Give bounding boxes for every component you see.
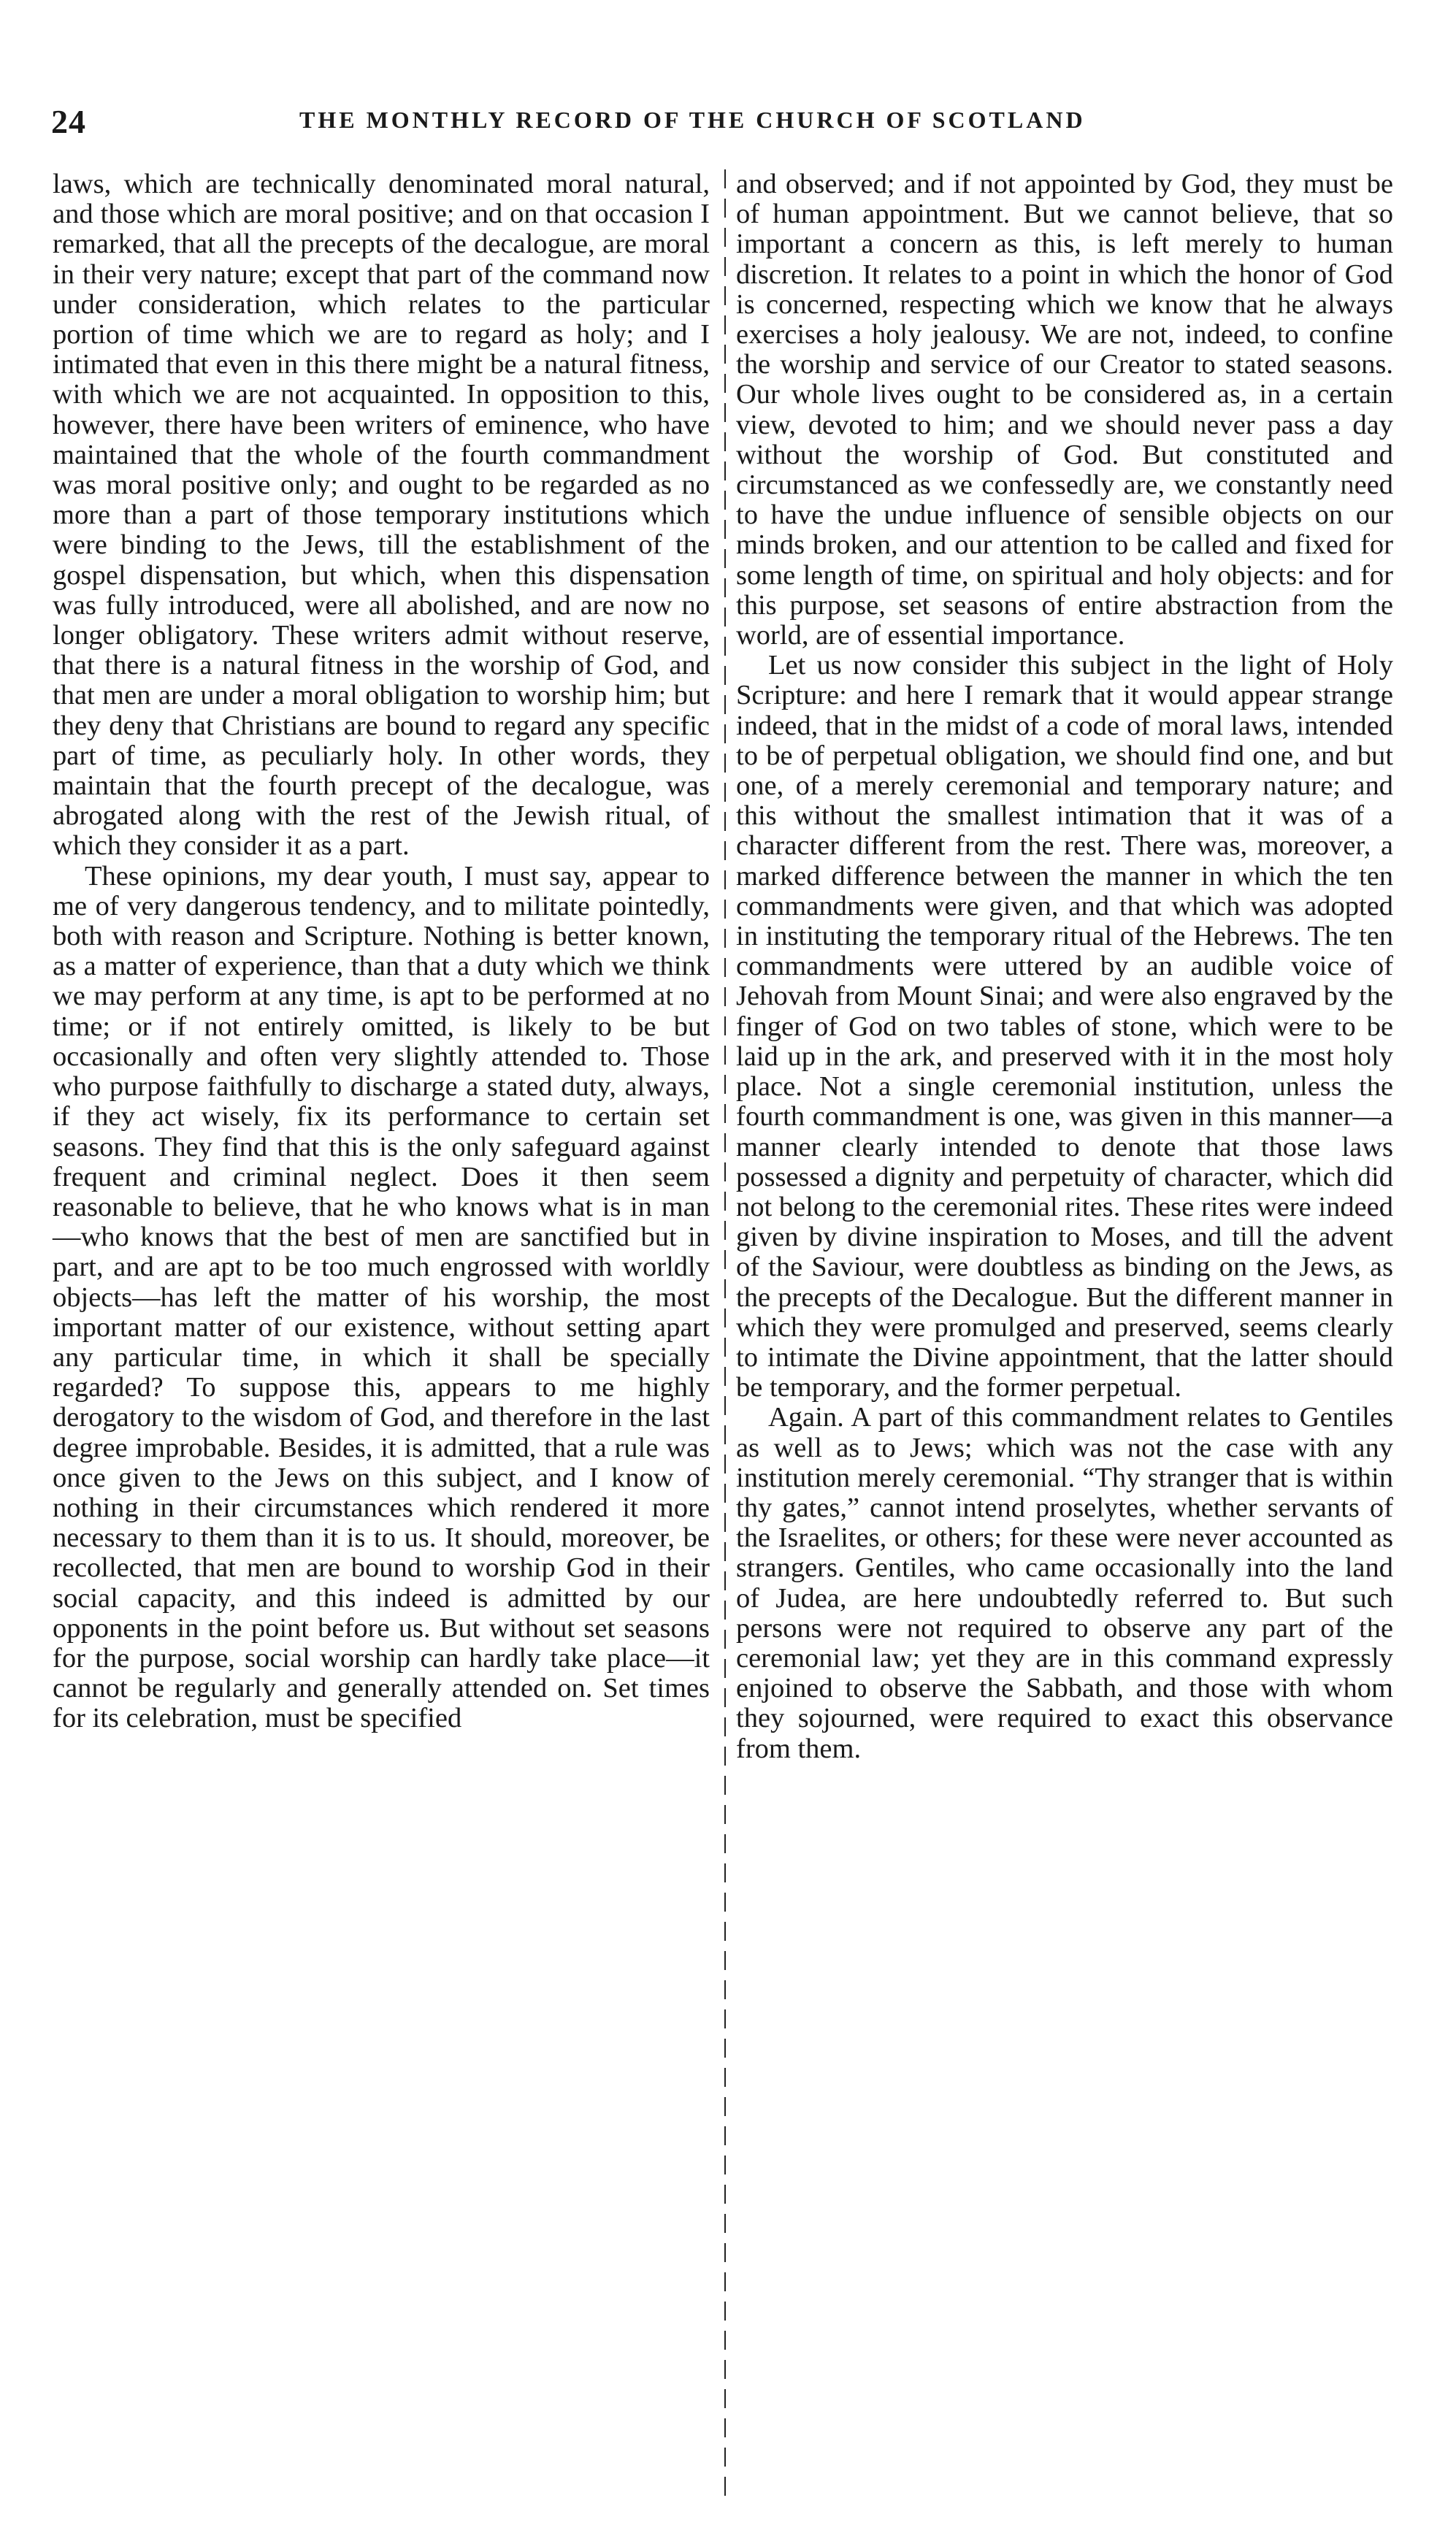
column-divider: [724, 169, 726, 2499]
right-column: [736, 169, 1393, 1764]
body-paragraph: Again. A part of this commandment relates to Gentiles as well as to Jews; which was not the case with any institution merely ceremonial. “Thy stranger that is within thy gates,” cannot intend proselytes, whether servants of the Israelites, or others; for these were never accounted as strangers. Gentiles, who came occasionally into the land of Judea, are here undoubtedly referred to. But such persons were not required to observe any part of the ceremonial law; yet they are in this command expressly enjoined to observe the Sabbath, and those with whom they sojourned, were required to exact this observance from them.: [736, 1402, 1393, 1764]
left-column: [53, 169, 710, 1734]
page-header: [51, 102, 1409, 139]
running-title: THE MONTHLY RECORD OF THE CHURCH OF SCOTLAND: [299, 107, 1086, 133]
page-number: 24: [51, 103, 86, 140]
body-paragraph: Let us now consider this subject in the light of Holy Scripture: and here I remark that it would appear strange indeed, that in the midst of a code of moral laws, intended to be of perpetual obligation, we should find one, and but one, of a merely ceremonial and temporary nature; and this without the smallest intimation that it was of a character different from the rest. There was, moreover, a marked difference between the manner in which the ten commandments were given, and that which was adopted in instituting the temporary ritual of the Hebrews. The ten commandments were uttered by an audible voice of Jehovah from Mount Sinai; and were also engraved by the finger of God on two tables of stone, which were to be laid up in the ark, and preserved with it in the most holy place. Not a single ceremonial institution, unless the fourth commandment is one, was given in this manner—a manner clearly intended to denote that those laws possessed a dignity and perpetuity of character, which did not belong to the ceremonial rites. These rites were indeed given by divine inspiration to Moses, and till the advent of the Saviour, were doubtless as binding on the Jews, as the precepts of the Decalogue. But the different manner in which they were promulged and preserved, seems clearly to intimate the Divine appointment, that the latter should be temporary, and the former perpetual.: [736, 650, 1393, 1403]
body-paragraph: These opinions, my dear youth, I must say, appear to me of very dangerous tendency, and to militate pointedly, both with reason and Scripture. Nothing is better known, as a matter of experience, than that a duty which we think we may perform at any time, is apt to be performed at no time; or if not entirely omitted, is likely to be but occasionally and often very slightly attended to. Those who purpose faithfully to discharge a stated duty, always, if they act wisely, fix its performance to certain set seasons. They find that this is the only safeguard against frequent and criminal neglect. Does it then seem reasonable to believe, that he who knows what is in man—who knows that the best of men are sanctified but in part, and are apt to be too much engrossed with worldly objects—has left the matter of his worship, the most important matter of our existence, without setting apart any particular time, in which it shall be specially regarded? To suppose this, appears to me highly derogatory to the wisdom of God, and therefore in the last degree improbable. Besides, it is admitted, that a rule was once given to the Jews on this subject, and I know of nothing in their circumstances which rendered it more necessary to them than it is to us. It should, moreover, be recollected, that men are bound to worship God in their social capacity, and this indeed is admitted by our opponents in the point before us. But without set seasons for the purpose, social worship can hardly take place—it cannot be regularly and generally attended on. Set times for its celebration, must be specified: [53, 860, 710, 1734]
body-paragraph: laws, which are technically denominated moral natural, and those which are moral positive; and on that occasion I remarked, that all the precepts of the decalogue, are moral in their very nature; except that part of the command now under consideration, which relates to the particular portion of time which we are to regard as holy; and I intimated that even in this there might be a natural fitness, with which we are not acquainted. In opposition to this, however, there have been writers of eminence, who have maintained that the whole of the fourth commandment was moral positive only; and ought to be regarded as no more than a part of those temporary institutions which were binding to the Jews, till the establishment of the gospel dispensation, but which, when this dispensation was fully introduced, were all abolished, and are now no longer obligatory. These writers admit without reserve, that there is a natural fitness in the worship of God, and that men are under a moral obligation to worship him; but they deny that Christians are bound to regard any specific part of time, as peculiarly holy. In other words, they maintain that the fourth precept of the decalogue, was abrogated along with the rest of the Jewish ritual, of which they consider it as a part.: [53, 169, 710, 862]
body-paragraph: and observed; and if not appointed by God, they must be of human appointment. But we cannot believe, that so important a concern as this, is left merely to human discretion. It relates to a point in which the honor of God is concerned, respecting which we know that he always exercises a holy jealousy. We are not, indeed, to confine the worship and service of our Creator to stated seasons. Our whole lives ought to be considered as, in a certain view, devoted to him; and we should never pass a day without the worship of God. But constituted and circumstanced as we confessedly are, we constantly need to have the undue influence of sensible objects on our minds broken, and our attention to be called and fixed for some length of time, on spiritual and holy objects: and for this purpose, set seasons of entire abstraction from the world, are of essential importance.: [736, 169, 1393, 651]
